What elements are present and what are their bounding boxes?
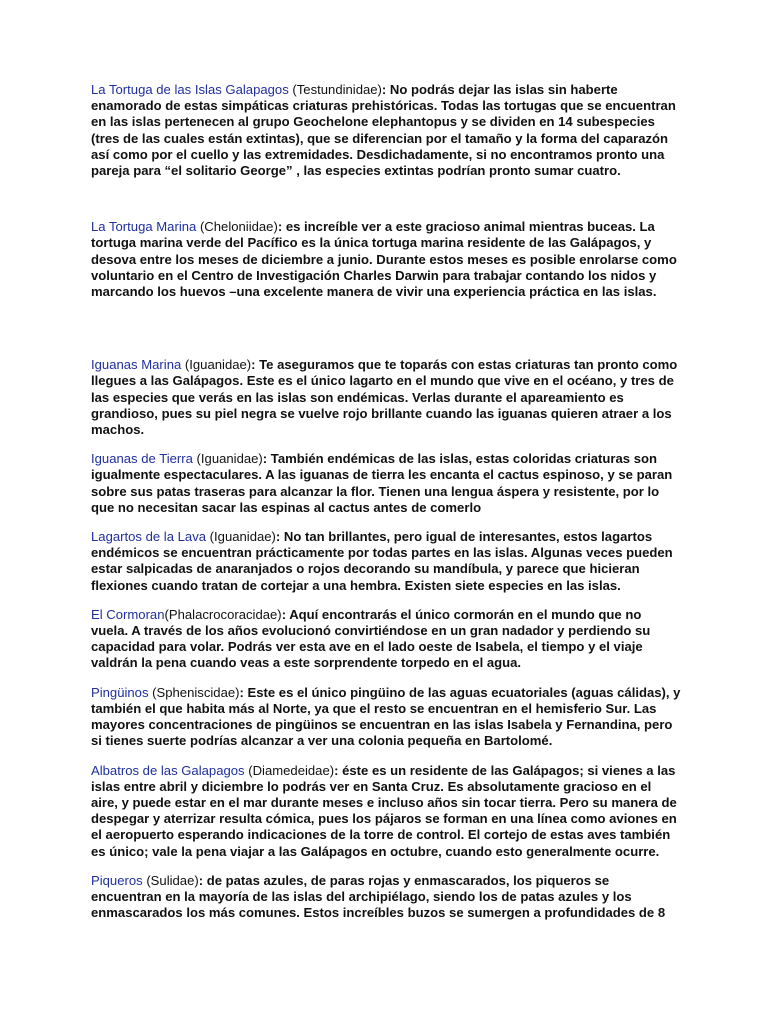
entry-iguanas-tierra	[91, 451, 681, 516]
entry-scientific-name: (Iguanidae)	[192, 451, 263, 467]
entry-piqueros	[91, 873, 681, 922]
entry-lagartos-lava	[91, 529, 681, 594]
entry-text: : es increíble ver a este gracioso animal mientras buceas. La tortuga marina verde del Pacífico es la única tortuga marina residente de las Galápagos, y desova entre los meses de diciembre a junio. Durante estos meses es posible enrolarse como voluntario en el Centro de Investigación Charles Darwin para trabajar contando los nidos y marcando los huevos –una excelente manera de vivir una experiencia práctica en las islas.	[91, 219, 677, 300]
entry-tortuga-galapagos	[91, 82, 681, 179]
document-page	[91, 82, 681, 921]
entry-text: : No tan brillantes, pero igual de interesantes, estos lagartos endémicos se encuentran prácticamente por todas partes en las islas. Algunas veces pueden estar salpicadas de anaranjados o rojos decorando su mandíbula, y parece que hicieran flexiones cuando tratan de cortejar a una hembra. Existen siete especies en las islas.	[91, 529, 673, 593]
entry-scientific-name: (Testundinidae)	[288, 82, 382, 97]
entry-text: : de patas azules, de paras rojas y enmascarados, los piqueros se encuentran en la mayoría de las islas del archipiélago, siendo los de patas azules y los enmascarados los más comunes. Estos increíbles buzos se sumergen a profundidades de 8	[91, 872, 666, 921]
entry-text: : Aquí encontrarás el único cormorán en el mundo que no vuela. A través de los años evolucionó convirtiéndose en un gran nadador y perdiendo su capacidad para volar. Podrás ver esta ave en el lado oeste de Isabela, el tiempo y el viaje valdrán la pena cuando veas a este sorprendente torpedo en el agua.	[91, 606, 651, 671]
entry-title: La Tortuga Marina	[91, 219, 197, 235]
entry-title: Albatros de las Galapagos	[91, 762, 245, 778]
entry-scientific-name: (Iguanidae)	[206, 529, 276, 545]
entry-title: Iguanas de Tierra	[91, 451, 193, 467]
entry-iguanas-marina	[91, 357, 681, 438]
entry-scientific-name: (Sulidae)	[142, 872, 199, 888]
entry-text: : Este es el único pingüino de las aguas ecuatoriales (aguas cálidas), y también el que habita más al Norte, ya que el resto se encuentran en el hemisferio Sur. Las mayores concentraciones de pingüinos se encuentran en las islas Isabela y Fernandina, pero si tienes suerte podrías alcanzar a ver una colonia pequeña en Bartolomé.	[91, 684, 681, 749]
entry-scientific-name: (Phalacrocoracidae)	[164, 606, 282, 622]
entry-text: : No podrás dejar las islas sin haberte enamorado de estas simpáticas criaturas prehistóricas. Todas las tortugas que se encuentran en las islas pertenecen al grupo Geochelone elephantopus y se dividen en 14 subespecies (tres de las cuales están extintas), que se diferencian por el tamaño y la forma del caparazón así como por el cuello y las extremidades. Desdichadamente, si no encontramos pronto una pareja para “el solitario George” , las especies extintas podrían pronto sumar cuatro.	[91, 82, 676, 179]
entry-title: Piqueros	[91, 872, 143, 888]
entry-title: Lagartos de la Lava	[91, 529, 207, 545]
entry-text: : éste es un residente de las Galápagos; si vienes a las islas entre abril y diciembre lo podrás ver en Santa Cruz. Es absolutamente gracioso en el aire, y puede estar en el mar durante meses e incluso años sin tocar tierra. Pero su manera de despegar y aterrizar resulta cómica, pues los pájaros se forman en una línea como aviones en el aeropuerto esperando indicaciones de la torre de control. El cortejo de estas aves también es único; vale la pena viajar a las Galápagos en octubre, cuando esto generalmente ocurre.	[91, 762, 677, 859]
entry-title: Pingüinos	[91, 684, 149, 700]
entry-scientific-name: (Cheloniidae)	[196, 219, 278, 235]
entry-scientific-name: (Iguanidae)	[181, 357, 252, 373]
entry-pinguinos	[91, 685, 681, 750]
entry-albatros	[91, 763, 681, 860]
entry-title: El Cormoran	[91, 606, 165, 622]
entry-title: Iguanas Marina	[91, 357, 182, 373]
entry-text: : Te aseguramos que te toparás con estas criaturas tan pronto como llegues a las Galápagos. Este es el único lagarto en el mundo que vive en el océano, y tres de las especies que verás en las islas son endémicas. Verlas durante el apareamiento es grandioso, pues su piel negra se vuelve rojo brillante cuando las iguanas quieren atraer a los machos.	[91, 357, 678, 438]
entry-cormoran	[91, 607, 681, 672]
entry-scientific-name: (Diamedeidae)	[244, 762, 335, 778]
entry-tortuga-marina	[91, 219, 681, 300]
entry-title: La Tortuga de las Islas Galapagos	[91, 82, 289, 97]
entry-text: : También endémicas de las islas, estas coloridas criaturas son igualmente espectaculares. A las iguanas de tierra les encanta el cactus espinoso, y se paran sobre sus patas traseras para alcanzar la flor. Tienen una lengua áspera y resistente, por lo que no necesitan sacar las espinas al cactus antes de comerlo	[91, 451, 673, 515]
entry-scientific-name: (Spheniscidae)	[148, 684, 240, 700]
